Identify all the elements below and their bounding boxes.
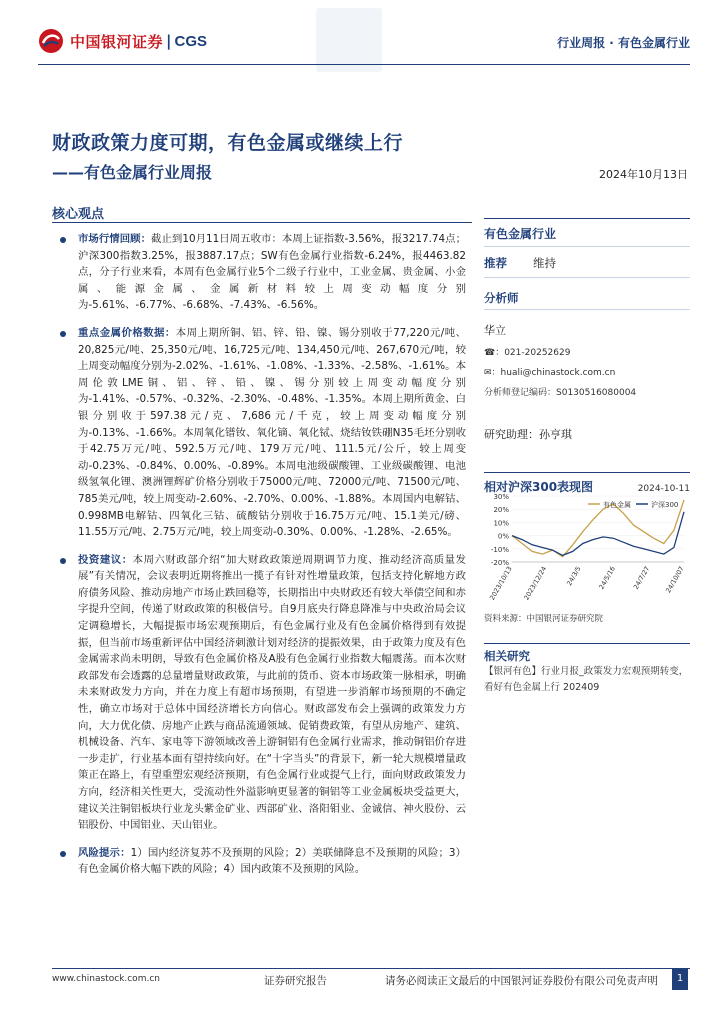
rating-label: 推荐 [484, 256, 507, 270]
investment-advice [56, 552, 466, 834]
footer-disclaimer: 请务必阅读正文最后的中国银河证券股份有限公司免责声明 [385, 975, 658, 987]
chart-source: 资料来源：中国银河证券研究院 [484, 614, 604, 624]
analyst-name: 华立 [484, 324, 506, 337]
brand-logo [38, 28, 207, 54]
related-research-heading: 相关研究 [484, 643, 690, 664]
chart-date: 2024-10-11 [637, 484, 690, 494]
bullet-lead: 重点金属价格数据： [78, 326, 176, 339]
sidebar [484, 218, 690, 442]
y-tick-label: 20% [493, 506, 509, 515]
y-tick-label: 0% [497, 532, 509, 541]
report-type: 行业周报 · 有色金属行业 [557, 36, 690, 50]
legend-label: 沪深300 [651, 501, 679, 509]
bullet-dot-icon [60, 237, 66, 243]
x-tick-label: 24/5/16 [597, 565, 617, 591]
x-tick-label: 2023/10/13 [488, 565, 514, 602]
galaxy-logo-icon [38, 28, 64, 54]
analyst-phone: ☎：021-20252629 [484, 348, 571, 358]
watermark-logo [316, 8, 382, 72]
bullet-lead: 风险提示： [78, 846, 131, 859]
y-tick-label: -10% [490, 545, 509, 554]
y-tick-label: 10% [493, 519, 509, 528]
bullet-dot-icon [60, 558, 66, 564]
analyst-email[interactable]: ✉：huali@chinastock.com.cn [484, 368, 616, 378]
footer-url[interactable]: www.chinastock.com.cn [52, 974, 160, 984]
y-tick-label: -20% [490, 559, 509, 567]
bullet-text: 1）国内经济复苏不及预期的风险；2）美联储降息不及预期的风险；3）有色金属价格大幅下跌的风险；4）国内政策不及预期的风险。 [78, 846, 466, 876]
related-research-item[interactable]: 【银河有色】行业月报_政策发力宏观预期转变，看好有色金属上行 202409 [484, 666, 689, 693]
brand-name-en: CGS [174, 32, 208, 50]
report-subtitle: ——有色金属行业周报 [52, 163, 213, 182]
page-number: 1 [672, 968, 688, 990]
industry-label: 有色金属行业 [484, 218, 690, 247]
footer-center: 证券研究报告 [264, 975, 327, 987]
bullet-dot-icon [60, 851, 66, 857]
core-views-list [56, 231, 466, 889]
bullet-text: 截止到10月11日周五收市：本周上证指数-3.56%，报3217.74点；沪深300指数3.25%，报3887.17点；SW有色金属行业指数-6.24%，报4463.82点，分子行业来看，本周有色金属行业5个二级子行业中，工业金属、贵金属、小金属、能源金属、金属新材料较上周变动幅度分别为-5.61%、-6.77%、-6.68%、-7.43%、-6.56%。 [78, 233, 467, 312]
footer-divider [52, 968, 690, 969]
market-review [56, 231, 466, 314]
x-tick-label: 24/10/07 [664, 565, 686, 595]
chart-svg [484, 490, 690, 610]
bullet-text: 本周六财政部介绍“加大财政政策逆周期调节力度、推动经济高质量发展”有关情况，会议表明近期将推出一揽子有针对性增量政策，包括支持化解地方政府债务风险、推动房地产市场止跌回稳等，长期指出中央财政还有较大举债空间和赤字提升空间，传递了财政政策的积极信号。自9月底央行降息降准与中央政治局会议定调稳增长，大幅提振市场宏观预期后，有色金属行业及有色金属价格得到有效提振，但当前市场重新评估中国经济刺激计划对经济的提振效果，由于政策力度及有色金属需求尚未明朗，导致有色金属价格及A股有色金属行业指数大幅震荡。而本次财政部发布会透露的总量增量财政政策，与此前的货币、资本市场政策一脉相承，明确未来财政发力方向，并在力度上有超市场预期，有望进一步消解市场预期的不确定性，确立市场对于总体中国经济增长方向信心。财政部发布会上强调的政策发力方向，大力优化债、房地产止跌与商品流通领域、促销费政策，有望从房地产、建筑、机械设备、汽车、家电等下游领域改善上游铜铝有色金属行业需求，推动铜铝价存进一步走扩，行业基本面有望持续向好。在“十字当头”的背景下，新一轮大规模增量政策正在路上，有望重塑宏观经济预期，有色金属行业或提气上行，面向财政政策发力方向，经济相关性更大，受流动性外溢影响更显著的铜铝等工业金属板块受益更大，建议关注铜铝板块行业龙头紫金矿业、西部矿业、洛阳钼业、金诚信、神火股份、云铝股份、中国铝业、天山铝业。 [78, 553, 467, 832]
analyst-cert: 分析师登记编码：S0130516080004 [484, 388, 637, 398]
bullet-lead: 投资建议： [78, 553, 133, 566]
core-views-heading: 核心观点 [52, 207, 105, 222]
legend-label: 有色金属 [603, 501, 631, 509]
research-assistant: 研究助理：孙亨琪 [484, 428, 572, 441]
core-views-divider [52, 222, 472, 223]
brand-separator: | [166, 32, 172, 50]
risk-warning [56, 845, 466, 878]
x-tick-label: 24/3/5 [565, 565, 583, 588]
rating-row [484, 247, 690, 278]
rating-value: 维持 [533, 256, 556, 270]
bullet-dot-icon [60, 331, 66, 337]
x-tick-label: 2023/12/24 [522, 565, 549, 602]
chart-title: 相对沪深300表现图 [484, 480, 594, 494]
header-divider [38, 64, 690, 65]
brand-name-cn: 中国银河证券 [70, 32, 164, 51]
bullet-text: 本周上期所铜、铝、锌、铅、镍、锡分别收于77,220元/吨、20,825元/吨、25,350元/吨、16,725元/吨、134,450元/吨、267,670元/吨，较上周变动幅度分别为-2.02%、-1.61%、-1.08%、-1.33%、-2.58%、-1.61%。本周伦敦LME铜、铝、锌、铅、镍、锡分别较上周变动幅度分别为-1.41%、-0.57%、-0.32%、-2.30%、-0.48%、-1.35%。本周上期所黄金、白银分别收于597.38元/克、7,686元/千克，较上周变动幅度分别为-0.13%、-1.66%。本周氧化镨钕、氧化镝、氧化铽、烧结钕铁硼N35毛坯分别收于42.75万元/吨、592.5万元/吨、179万元/吨、111.5元/公斤，较上周变动-0.23%、-0.84%、0.00%、-0.89%。本周电池级碳酸锂、工业级碳酸锂、电池级氢氧化锂、澳洲锂辉矿价格分别收于75000元/吨、72000元/吨、71500元/吨、785美元/吨，较上周变动-2.60%、-2.70%、0.00%、-1.88%。本周国内电解钴、0.998MB电解钴、四氧化三钴、硫酸钴分别收于16.75万元/吨、15.1美元/磅、11.55万元/吨、2.75万元/吨，较上周变动-0.30%、0.00%、-1.28%、-2.65%。 [78, 326, 466, 539]
x-tick-label: 24/7/27 [631, 565, 652, 591]
report-title: 财政政策力度可期，有色金属或继续上行 [52, 132, 404, 154]
analyst-heading: 分析师 [484, 290, 690, 310]
relative-performance-chart [484, 490, 690, 618]
bullet-lead: 市场行情回顾： [78, 233, 152, 245]
report-date: 2024年10月13日 [599, 168, 688, 181]
y-tick-label: 30% [493, 493, 509, 501]
metal-prices [56, 325, 466, 541]
